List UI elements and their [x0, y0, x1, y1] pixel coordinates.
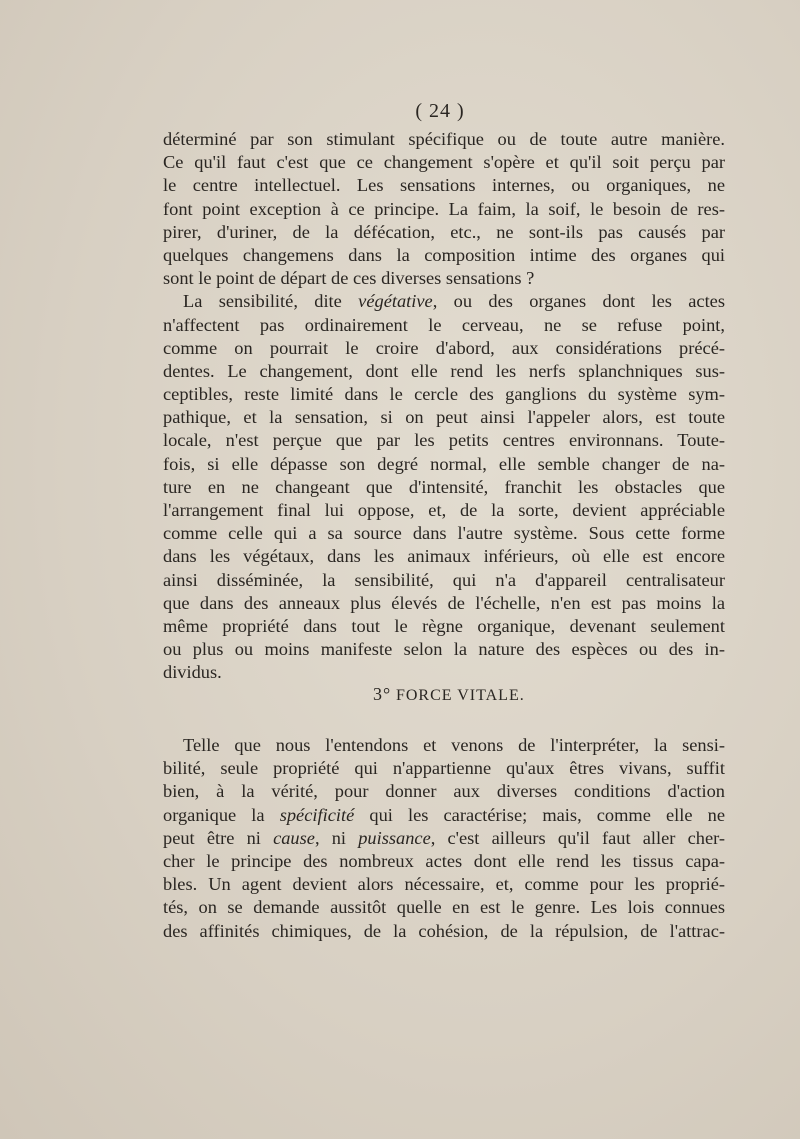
text-line: fois, si elle dépasse son degré normal, elle semble changer de na- [163, 453, 725, 474]
text-line: ainsi disséminée, la sensibilité, qui n'a d'appareil centralisateur [163, 569, 725, 590]
text-line: peut être ni cause, ni puissance, c'est ailleurs qu'il faut aller cher- [163, 827, 725, 848]
text-line: déterminé par son stimulant spécifique ou de toute autre manière. [163, 129, 725, 149]
text-line: font point exception à ce principe. La faim, la soif, le besoin de res- [163, 198, 725, 219]
text-line: comme on pourrait le croire d'abord, aux considérations précé- [163, 337, 725, 358]
text-line: Telle que nous l'entendons et venons de l'interpréter, la sensi- [183, 735, 725, 755]
section-title: FORCE VITALE. [395, 687, 525, 704]
body-text-bottom [163, 734, 725, 943]
text-line: même propriété dans tout le règne organique, devenant seulement [163, 615, 725, 636]
text-line: dans les végétaux, dans les animaux inférieurs, où elle est encore [163, 546, 725, 567]
text-line: bien, à la vérité, pour donner aux diverses conditions d'action [163, 781, 725, 802]
italic-term: spécificité [279, 804, 355, 825]
text-line: bilité, seule propriété qui n'appartienne qu'aux êtres vivans, suffit [163, 758, 725, 779]
text-line: cher le principe des nombreux actes dont elle rend les tissus capa- [163, 850, 725, 871]
text-line: n'affectent pas ordinairement le cerveau, ne se refuse point, [163, 314, 725, 335]
text-line: La sensibilité, dite végétative, ou des organes dont les actes [183, 291, 725, 312]
text-line: dividus. [163, 662, 222, 683]
text-line: comme celle qui a sa source dans l'autre système. Sous cette forme [163, 523, 725, 544]
text-line: quelques changemens dans la composition intime des organes qui [163, 244, 725, 265]
body-text-top [163, 128, 725, 685]
text-line: que dans des anneaux plus élevés de l'échelle, n'en est pas moins la [163, 592, 725, 613]
text-line: des affinités chimiques, de la cohésion, de la répulsion, de l'attrac- [163, 920, 725, 941]
text-line: pirer, d'uriner, de la défécation, etc., ne sont-ils pas causés par [163, 221, 725, 242]
text-line: pathique, et la sensation, si on peut ainsi l'appeler alors, est toute [163, 407, 725, 428]
text-line: le centre intellectuel. Les sensations internes, ou organiques, ne [163, 175, 725, 196]
text-line: tés, on se demande aussitôt quelle en est le genre. Les lois connues [163, 897, 725, 918]
text-line: Ce qu'il faut c'est que ce changement s'opère et qu'il soit perçu par [163, 152, 725, 173]
text-line: l'arrangement final lui oppose, et, de la sorte, devient appréciable [163, 500, 725, 520]
text-line: ou plus ou moins manifeste selon la nature des espèces ou des in- [163, 639, 725, 660]
section-heading [373, 684, 525, 705]
page-number: ( 24 ) [415, 100, 465, 122]
italic-term: puissance [358, 827, 431, 848]
text-line: sont le point de départ de ces diverses sensations ? [163, 268, 535, 289]
text-line: locale, n'est perçue que par les petits centres environnans. Toute- [163, 430, 725, 451]
text-line: ture en ne changeant que d'intensité, franchit les obstacles que [163, 476, 725, 497]
text-line: dentes. Le changement, dont elle rend les nerfs splanchniques sus- [163, 360, 725, 381]
text-line: organique la spécificité qui les caractérise; mais, comme elle ne [163, 804, 726, 825]
section-number: 3° [373, 684, 392, 704]
italic-term: cause [273, 827, 315, 848]
text-line: ceptibles, reste limité dans le cercle des ganglions du système sym- [163, 384, 725, 405]
italic-term: végétative [358, 291, 433, 312]
text-line: bles. Un agent devient alors nécessaire, et, comme pour les proprié- [163, 874, 725, 895]
